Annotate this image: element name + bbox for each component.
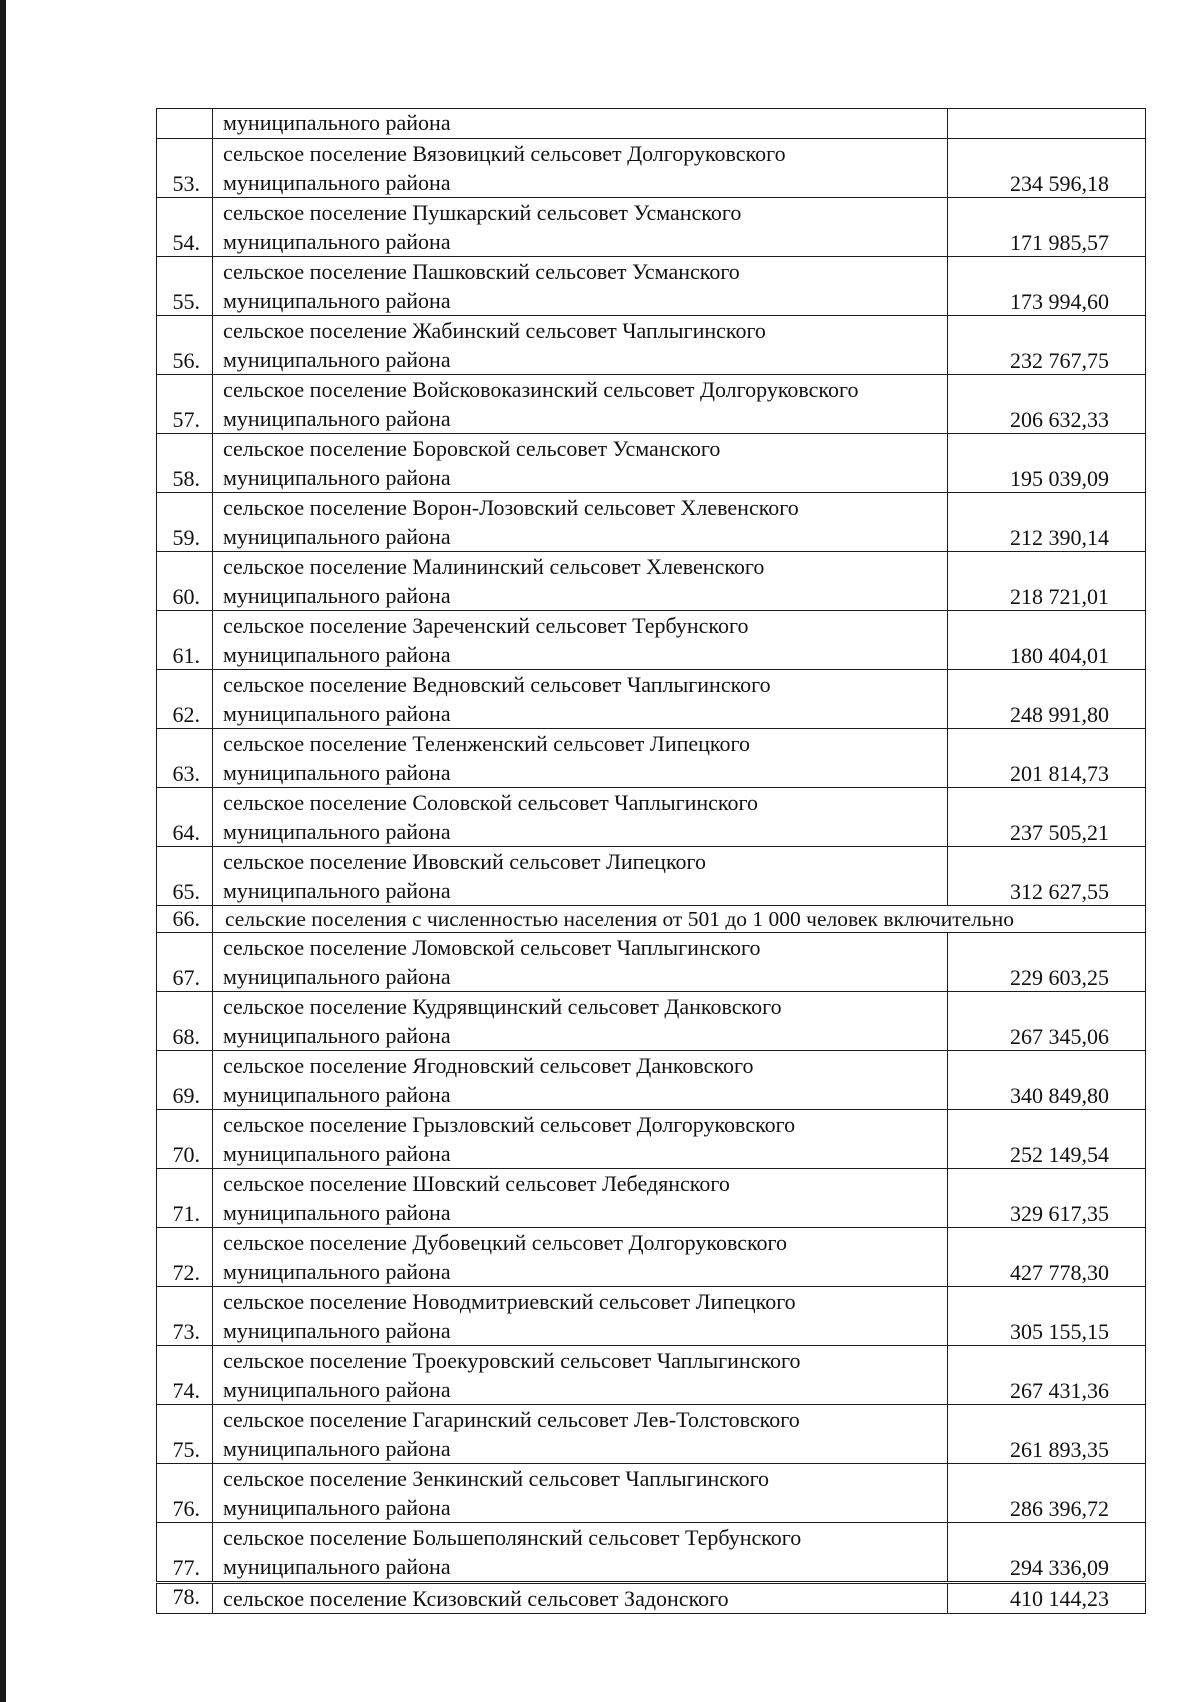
settlement-name <box>213 257 948 316</box>
name-line-1: сельское поселение Войсковоказинский сельсовет Долгоруковского <box>223 377 859 402</box>
table-row <box>157 316 1146 375</box>
name-line-2: муниципального района <box>223 288 451 313</box>
table-row <box>157 1287 1146 1346</box>
name-line-1: сельское поселение Малининский сельсовет Хлевенского <box>223 554 765 579</box>
settlement-name <box>213 847 948 906</box>
name-line-1: сельское поселение Зареченский сельсовет Тербунского <box>223 613 749 638</box>
amount-cell: 340 849,80 <box>948 1051 1146 1110</box>
allocation-table <box>156 108 1146 1614</box>
settlement-name <box>213 1464 948 1523</box>
table-row <box>157 1464 1146 1523</box>
row-number: 64. <box>157 788 213 847</box>
amount-cell: 294 336,09 <box>948 1523 1146 1583</box>
amount-cell: 305 155,15 <box>948 1287 1146 1346</box>
row-number: 56. <box>157 316 213 375</box>
name-line-1: сельское поселение Теленженский сельсовет Липецкого <box>223 731 750 756</box>
row-number: 58. <box>157 434 213 493</box>
settlement-name <box>213 729 948 788</box>
table-row <box>157 670 1146 729</box>
settlement-name <box>213 933 948 992</box>
name-line-1: сельское поселение Ксизовский сельсовет Задонского <box>223 1586 729 1611</box>
row-number: 55. <box>157 257 213 316</box>
amount-cell: 229 603,25 <box>948 933 1146 992</box>
amount-cell: 234 596,18 <box>948 139 1146 198</box>
row-number: 63. <box>157 729 213 788</box>
settlement-name <box>213 788 948 847</box>
name-line-1: сельское поселение Новодмитриевский сельсовет Липецкого <box>223 1289 796 1314</box>
name-line-1: сельское поселение Ягодновский сельсовет Данковского <box>223 1053 754 1078</box>
amount-cell: 267 345,06 <box>948 992 1146 1051</box>
table-row <box>157 611 1146 670</box>
name-line-2: муниципального района <box>223 1318 451 1343</box>
name-line-1: сельское поселение Пушкарский сельсовет Усманского <box>223 200 742 225</box>
row-number: 73. <box>157 1287 213 1346</box>
row-number: 69. <box>157 1051 213 1110</box>
name-line-2: муниципального района <box>223 465 451 490</box>
settlement-name <box>213 992 948 1051</box>
settlement-name <box>213 1051 948 1110</box>
name-line-1: сельское поселение Ведновский сельсовет Чаплыгинского <box>223 672 771 697</box>
name-line-2: муниципального района <box>223 819 451 844</box>
name-line-2: муниципального района <box>223 642 451 667</box>
table-row <box>157 257 1146 316</box>
name-line-2: муниципального района <box>223 524 451 549</box>
table-row <box>157 1051 1146 1110</box>
table-row <box>157 493 1146 552</box>
amount-cell: 252 149,54 <box>948 1110 1146 1169</box>
name-line-1: сельское поселение Ворон-Лозовский сельсовет Хлевенского <box>223 495 799 520</box>
name-line-1: сельское поселение Дубовецкий сельсовет Долгоруковского <box>223 1230 788 1255</box>
name-line-1: сельское поселение Боровской сельсовет Усманского <box>223 436 721 461</box>
row-number: 74. <box>157 1346 213 1405</box>
settlement-name <box>213 611 948 670</box>
amount-cell: 286 396,72 <box>948 1464 1146 1523</box>
scan-edge <box>0 0 6 1702</box>
amount-cell: 329 617,35 <box>948 1169 1146 1228</box>
settlement-name <box>213 1346 948 1405</box>
name-line-2: муниципального района <box>223 1082 451 1107</box>
row-number: 70. <box>157 1110 213 1169</box>
amount-cell: 410 144,23 <box>948 1583 1146 1614</box>
settlement-name <box>213 434 948 493</box>
name-line-1: сельское поселение Шовский сельсовет Лебедянского <box>223 1171 730 1196</box>
amount-cell: 218 721,01 <box>948 552 1146 611</box>
name-line-2: муниципального района <box>223 1436 451 1461</box>
row-number: 76. <box>157 1464 213 1523</box>
amount-cell: 237 505,21 <box>948 788 1146 847</box>
settlement-name <box>213 552 948 611</box>
name-line-2: муниципального района <box>223 1200 451 1225</box>
row-number: 72. <box>157 1228 213 1287</box>
row-number: 57. <box>157 375 213 434</box>
settlement-name <box>213 375 948 434</box>
amount-cell: 261 893,35 <box>948 1405 1146 1464</box>
amount-cell: 171 985,57 <box>948 198 1146 257</box>
table-row <box>157 1110 1146 1169</box>
amount-cell: 206 632,33 <box>948 375 1146 434</box>
name-line-1: сельское поселение Троекуровский сельсовет Чаплыгинского <box>223 1348 801 1373</box>
row-number: 67. <box>157 933 213 992</box>
amount-cell: 180 404,01 <box>948 611 1146 670</box>
table-row <box>157 729 1146 788</box>
settlement-name <box>213 1287 948 1346</box>
settlement-name <box>213 316 948 375</box>
name-line-2: муниципального района <box>223 1495 451 1520</box>
amount-cell <box>948 109 1146 139</box>
name-line-2: муниципального района <box>223 1023 451 1048</box>
row-number: 54. <box>157 198 213 257</box>
row-number: 61. <box>157 611 213 670</box>
name-line-2: муниципального района <box>223 701 451 726</box>
table-row <box>157 552 1146 611</box>
table-row <box>157 1583 1146 1614</box>
settlement-name <box>213 139 948 198</box>
amount-cell: 248 991,80 <box>948 670 1146 729</box>
table-row <box>157 198 1146 257</box>
table-row <box>157 1228 1146 1287</box>
row-number: 77. <box>157 1523 213 1583</box>
table-row <box>157 1405 1146 1464</box>
amount-cell: 232 767,75 <box>948 316 1146 375</box>
row-number: 78. <box>157 1583 213 1614</box>
name-line-1: сельское поселение Кудрявщинский сельсовет Данковского <box>223 994 782 1019</box>
settlement-name <box>213 493 948 552</box>
name-line-1: сельское поселение Гагаринский сельсовет Лев-Толстовского <box>223 1407 800 1432</box>
name-line-1: сельское поселение Пашковский сельсовет Усманского <box>223 259 740 284</box>
settlement-name <box>213 670 948 729</box>
table-row <box>157 847 1146 906</box>
amount-cell: 173 994,60 <box>948 257 1146 316</box>
row-number: 60. <box>157 552 213 611</box>
name-line-2: муниципального района <box>223 1377 451 1402</box>
table-row <box>157 933 1146 992</box>
settlement-name <box>213 1110 948 1169</box>
table-row <box>157 992 1146 1051</box>
settlement-name <box>213 1405 948 1464</box>
amount-cell: 212 390,14 <box>948 493 1146 552</box>
table-row <box>157 139 1146 198</box>
name-line-2: муниципального района <box>223 583 451 608</box>
table-row <box>157 375 1146 434</box>
row-number: 75. <box>157 1405 213 1464</box>
settlement-name <box>213 198 948 257</box>
amount-cell: 267 431,36 <box>948 1346 1146 1405</box>
name-line-1: сельское поселение Ломовской сельсовет Чаплыгинского <box>223 935 761 960</box>
name-line-2: муниципального района <box>223 964 451 989</box>
row-number <box>157 109 213 139</box>
name-line-2: муниципального района <box>223 347 451 372</box>
name-line-2: муниципального района <box>223 110 451 135</box>
name-line-2: муниципального района <box>223 1141 451 1166</box>
row-number: 71. <box>157 1169 213 1228</box>
name-line-2: муниципального района <box>223 878 451 903</box>
name-line-1: сельское поселение Ивовский сельсовет Липецкого <box>223 849 707 874</box>
settlement-name <box>213 1228 948 1287</box>
name-line-2: муниципального района <box>223 406 451 431</box>
name-line-1: сельское поселение Грызловский сельсовет Долгоруковского <box>223 1112 796 1137</box>
amount-cell: 312 627,55 <box>948 847 1146 906</box>
name-line-1: сельское поселение Большеполянский сельсовет Тербунского <box>223 1525 802 1550</box>
name-line-2: муниципального района <box>223 1554 451 1579</box>
amount-cell: 427 778,30 <box>948 1228 1146 1287</box>
table-row <box>157 788 1146 847</box>
settlement-name <box>213 1523 948 1583</box>
table-row <box>157 1169 1146 1228</box>
settlement-name <box>213 1169 948 1228</box>
table-row <box>157 1346 1146 1405</box>
name-line-2: муниципального района <box>223 1259 451 1284</box>
name-line-1: сельское поселение Соловской сельсовет Чаплыгинского <box>223 790 758 815</box>
amount-cell: 201 814,73 <box>948 729 1146 788</box>
name-line-2: муниципального района <box>223 760 451 785</box>
settlement-name <box>213 1583 948 1614</box>
row-number: 59. <box>157 493 213 552</box>
name-line-1: сельское поселение Вязовицкий сельсовет Долгоруковского <box>223 141 786 166</box>
table-row <box>157 434 1146 493</box>
table-row <box>157 109 1146 139</box>
row-number: 68. <box>157 992 213 1051</box>
section-heading: сельские поселения с численностью населения от 501 до 1 000 человек включительно <box>213 906 1146 933</box>
row-number: 53. <box>157 139 213 198</box>
table-row <box>157 1523 1146 1583</box>
amount-cell: 195 039,09 <box>948 434 1146 493</box>
name-line-2: муниципального района <box>223 170 451 195</box>
row-number: 62. <box>157 670 213 729</box>
name-line-1: сельское поселение Жабинский сельсовет Чаплыгинского <box>223 318 766 343</box>
settlement-name <box>213 109 948 139</box>
section-row <box>157 906 1146 933</box>
name-line-2: муниципального района <box>223 229 451 254</box>
row-number: 65. <box>157 847 213 906</box>
name-line-1: сельское поселение Зенкинский сельсовет Чаплыгинского <box>223 1466 770 1491</box>
row-number: 66. <box>157 906 213 933</box>
